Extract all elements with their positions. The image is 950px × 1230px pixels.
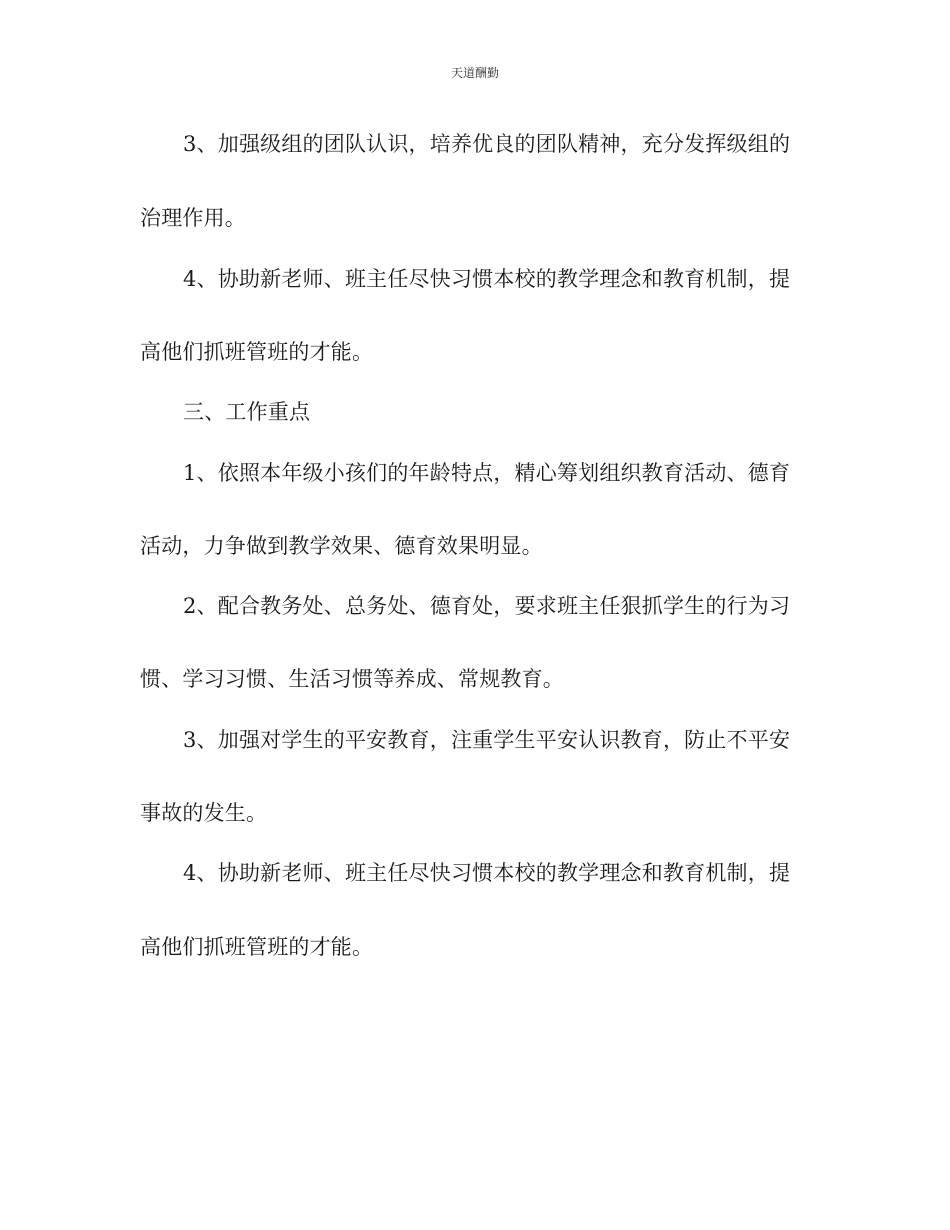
paragraph-line: 4、协助新老师、班主任尽快习惯本校的教学理念和教育机制，提 xyxy=(183,861,791,885)
paragraph-line: 高他们抓班管班的才能。 xyxy=(140,935,374,959)
paragraph-line: 活动，力争做到教学效果、德育效果明显。 xyxy=(140,534,543,558)
paragraph-line: 高他们抓班管班的才能。 xyxy=(140,340,374,364)
paragraph-line: 2、配合教务处、总务处、德育处，要求班主任狠抓学生的行为习 xyxy=(183,594,791,618)
paragraph-line: 3、加强对学生的平安教育，注重学生平安认识教育，防止不平安 xyxy=(183,728,791,752)
paragraph-line: 4、协助新老师、班主任尽快习惯本校的教学理念和教育机制，提 xyxy=(183,267,791,291)
paragraph-line: 1、依照本年级小孩们的年龄特点，精心筹划组织教育活动、德育 xyxy=(183,461,791,485)
section-heading: 三、工作重点 xyxy=(183,400,311,424)
paragraph-line: 事故的发生。 xyxy=(140,801,268,825)
paragraph-line: 惯、学习习惯、生活习惯等养成、常规教育。 xyxy=(140,667,564,691)
paragraph-line: 3、加强级组的团队认识，培养优良的团队精神，充分发挥级组的 xyxy=(183,132,791,156)
page-header: 天道酬勤 xyxy=(450,66,499,80)
paragraph-line: 治理作用。 xyxy=(140,206,246,230)
